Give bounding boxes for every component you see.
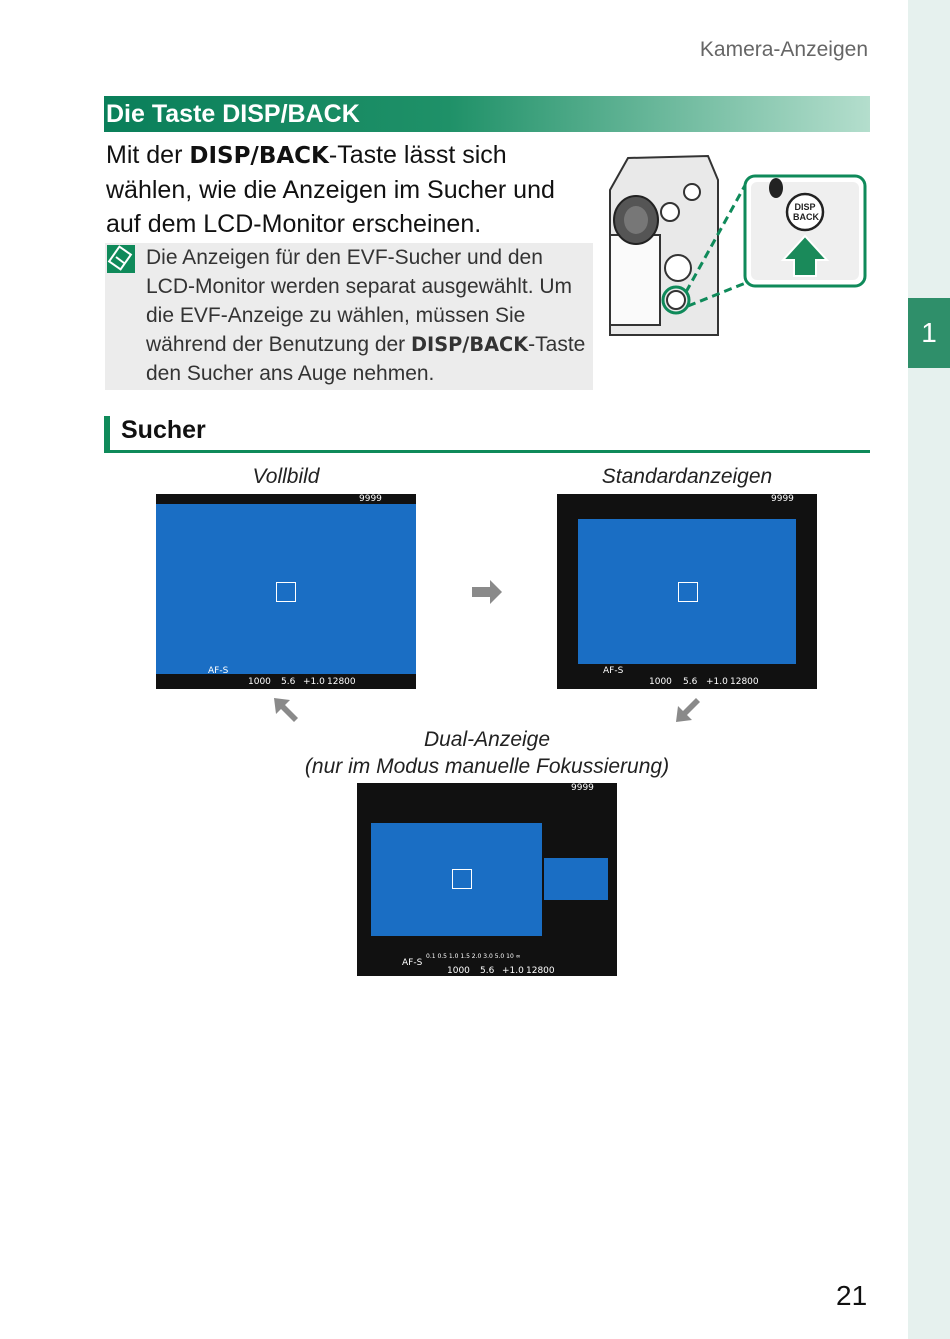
subsection-rule [104, 450, 870, 453]
arrow-up-left-icon [270, 694, 302, 726]
subsection-title: Sucher [121, 416, 206, 444]
section-title: Die Taste DISP/BACK [106, 99, 360, 128]
note-icon [107, 245, 135, 273]
page-number: 21 [836, 1280, 868, 1311]
exposure-compensation: +1.0 [706, 677, 728, 687]
focus-mode-label: AF-S [603, 666, 624, 676]
caption-full: Vollbild [252, 465, 320, 488]
arrow-down-left-icon [672, 694, 704, 726]
aperture: 5.6 [683, 677, 698, 687]
shutter-speed: 1000 [248, 677, 271, 687]
subsection-marker [104, 416, 110, 452]
camera-illustration [608, 150, 870, 340]
focus-frame [678, 582, 698, 602]
screen-standard [557, 494, 817, 689]
aperture: 5.6 [480, 966, 495, 976]
arrow-right-icon [470, 578, 504, 606]
screen-full [156, 494, 416, 689]
iso: 12800 [327, 677, 356, 687]
running-head: Kamera-Anzeigen [699, 38, 868, 61]
shutter-speed: 1000 [447, 966, 470, 976]
intro-text: Mit der DISP/BACK-Taste lässt sich wählen, wie die Anzeigen im Sucher und auf dem LCD-Monitor erscheinen. [106, 141, 555, 238]
shutter-speed: 1000 [649, 677, 672, 687]
section-header [104, 96, 870, 132]
focus-frame [452, 869, 472, 889]
iso: 12800 [526, 966, 555, 976]
exposure-compensation: +1.0 [303, 677, 325, 687]
frames-remaining: 9999 [571, 783, 594, 793]
note-text: Die Anzeigen für den EVF-Sucher und den LCD-Monitor werden separat ausgewählt. Um die EVF-Anzeige zu wählen, müssen Sie während der Benutzung der DISP/BACK-Taste den Sucher ans Auge nehmen. [146, 246, 586, 385]
aperture: 5.6 [281, 677, 296, 687]
focus-mode-label: AF-S [208, 666, 229, 676]
caption-dual: Dual-Anzeige (nur im Modus manuelle Fokussierung) [304, 728, 670, 778]
caption-standard: Standardanzeigen [601, 465, 773, 488]
side-strip [908, 0, 950, 1339]
chapter-tab[interactable]: 1 [908, 298, 950, 368]
exposure-compensation: +1.0 [502, 966, 524, 976]
focus-frame [276, 582, 296, 602]
disp-back-button-label: DISP BACK [793, 202, 819, 222]
frames-remaining: 9999 [771, 494, 794, 504]
iso: 12800 [730, 677, 759, 687]
screen-dual [357, 783, 617, 976]
focus-mode-label: AF-S [402, 958, 423, 968]
distance-scale: 0.1 0.5 1.0 1.5 2.0 3.0 5.0 10 ∞ [426, 953, 521, 960]
frames-remaining: 9999 [359, 494, 382, 504]
